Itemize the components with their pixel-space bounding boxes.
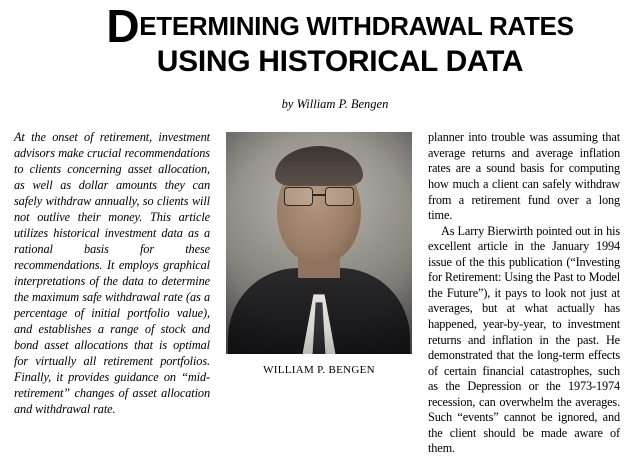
title-dropcap: D	[106, 0, 140, 52]
lede-paragraph: At the onset of retirement, investment advisors make crucial recommendations to clients concerning asset allocation, as well as dollar amounts they can safely withdraw annually, so clients will not outlive their money. This article utilizes historical investment data as a rational basis for these recommendations. It employs graphical interpretations of the data to determine the maximum safe withdrawal rate (as a percentage of initial portfolio value), and establishes a range of stock and bond asset allocations that is optimal for virtually all retirement portfolios. Finally, it provides guidance on “mid-retirement” changes of asset allocation and withdrawal rate.	[14, 130, 210, 417]
photo-vignette	[226, 132, 412, 354]
author-photo	[226, 132, 412, 354]
title-line-1	[54, 0, 626, 52]
article-columns	[14, 130, 626, 456]
body-paragraph: planner into trouble was assuming that average returns and average inflation rates are a sound basis for computing how much a client can safely withdraw from a retirement fund over a long time.	[428, 130, 620, 223]
column-left	[14, 130, 210, 456]
photo-caption: WILLIAM P. BENGEN	[263, 364, 375, 377]
author-photo-figure	[226, 132, 412, 376]
column-middle	[226, 130, 412, 456]
body-paragraph: As Larry Bierwirth pointed out in his excellent article in the January 1994 issue of the this publication (“Investing for Retirement: Using the Past to Model the Future”), it pays to look not just at averages, but at what actually has happened, year-by-year, to investment returns and inflation in the past. He demonstrated that the long-term effects of certain financial catastrophes, such as the Depression or the 1973-1974 recession, can overwhelm the averages. Such “events” cannot be ignored, and the client should be made aware of them.	[428, 223, 620, 456]
byline: by William P. Bengen	[281, 97, 389, 112]
column-right	[428, 130, 620, 456]
title-line-1-rest: ETERMINING WITHDRAWAL RATES	[139, 11, 574, 41]
page-title	[14, 0, 626, 78]
title-line-2: USING HISTORICAL DATA	[156, 44, 524, 78]
